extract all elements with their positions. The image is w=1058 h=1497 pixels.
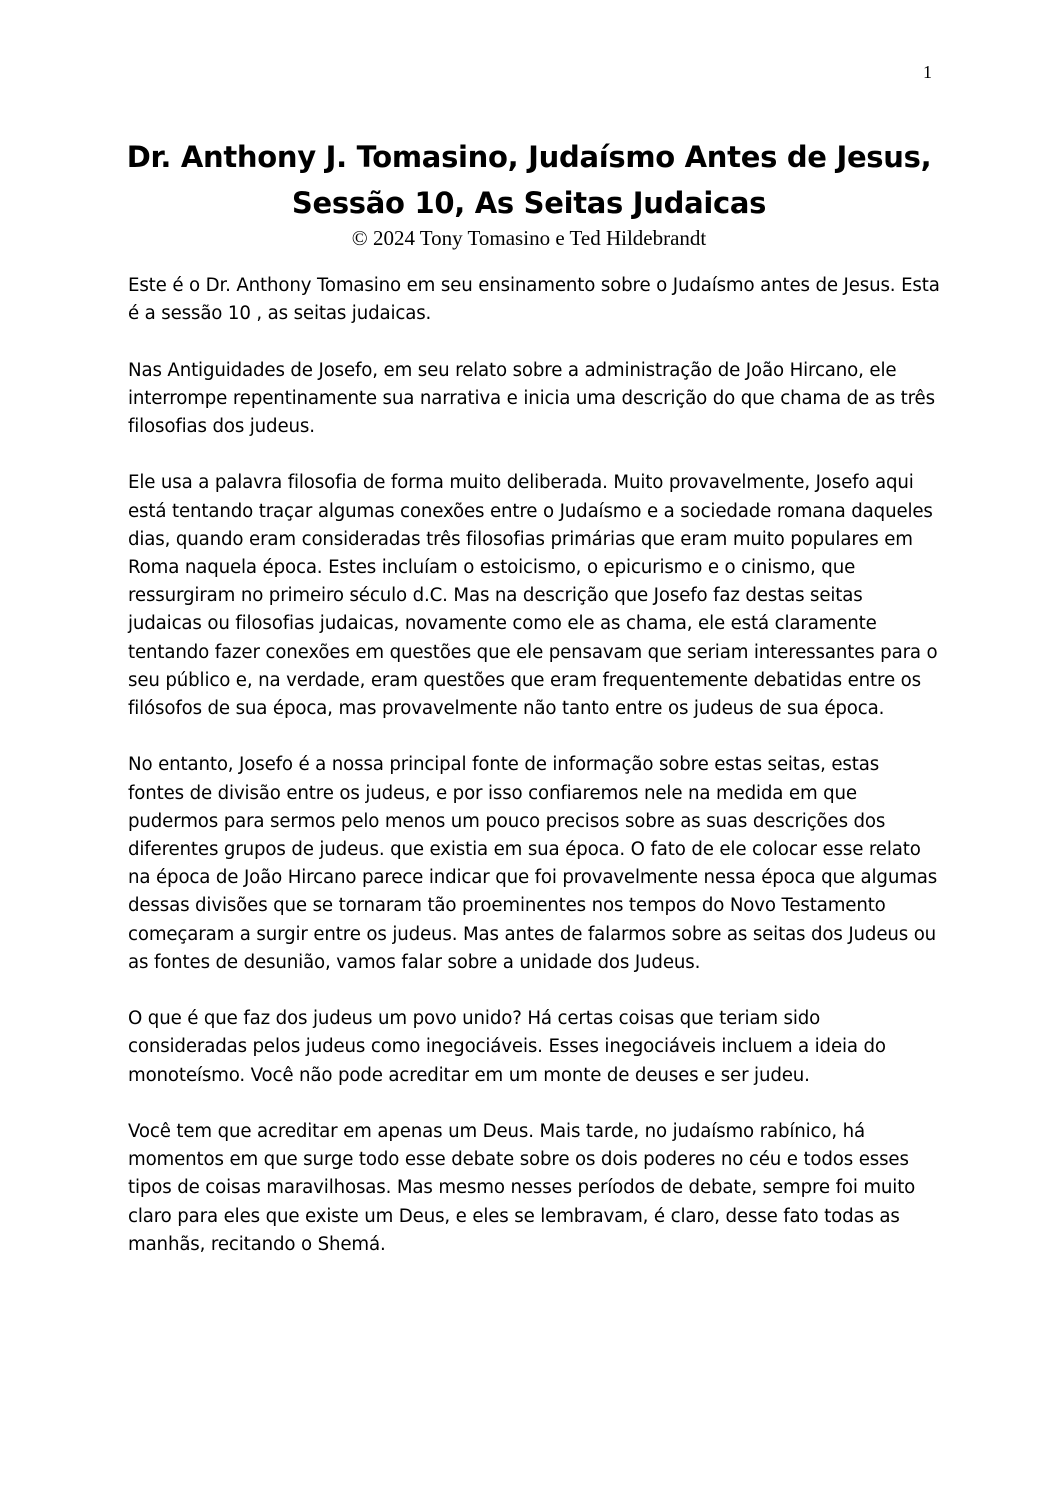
title-line-1: Dr. Anthony J. Tomasino, Judaísmo Antes de Jesus, bbox=[126, 140, 932, 174]
paragraph: Este é o Dr. Anthony Tomasino em seu ensinamento sobre o Judaísmo antes de Jesus. Esta é a sessão 10 , as seitas judaicas. bbox=[128, 275, 940, 325]
paragraph: No entanto, Josefo é a nossa principal fonte de informação sobre estas seitas, estas fontes de divisão entre os judeus, e por isso confiaremos nele na medida em que pudermos para sermos pelo menos um pouco precisos sobre as suas descrições dos diferentes grupos de judeus. que existia em sua época. O fato de ele colocar esse relato na época de João Hircano parece indicar que foi provavelmente nessa época que algumas dessas divisões que se tornaram tão proeminentes nos tempos do Novo Testamento começaram a surgir entre os judeus. Mas antes de falarmos sobre as seitas dos Judeus ou as fontes de desunião, vamos falar sobre a unidade dos Judeus. bbox=[128, 754, 938, 973]
title-line-2: Sessão 10, As Seitas Judaicas bbox=[291, 186, 767, 220]
copyright-line: © 2024 Tony Tomasino e Ted Hildebrandt bbox=[351, 226, 707, 250]
page-number: 1 bbox=[923, 62, 932, 82]
paragraph: Ele usa a palavra filosofia de forma muito deliberada. Muito provavelmente, Josefo aqui está tentando traçar algumas conexões entre o Judaísmo e a sociedade romana daqueles dias, quando eram consideradas três filosofias primárias que eram muito populares em Roma naquela época. Estes incluíam o estoicismo, o epicurismo e o cinismo, que ressurgiram no primeiro século d.C. Mas na descrição que Josefo faz destas seitas judaicas ou filosofias judaicas, novamente como ele as chama, ele está claramente tentando fazer conexões em questões que ele pensavam que seriam interessantes para o seu público e, na verdade, eram questões que eram frequentemente debatidas entre os filósofos de sua época, mas provavelmente não tanto entre os judeus de sua época. bbox=[128, 472, 938, 720]
paragraph: Nas Antiguidades de Josefo, em seu relato sobre a administração de João Hircano, ele interrompe repentinamente sua narrativa e inicia uma descrição do que chama de as três filosofias dos judeus. bbox=[128, 359, 935, 437]
document-title bbox=[80, 134, 978, 226]
document-body bbox=[128, 272, 940, 1287]
paragraph: Você tem que acreditar em apenas um Deus. Mais tarde, no judaísmo rabínico, há momentos em que surge todo esse debate sobre os dois poderes no céu e todos esses tipos de coisas maravilhosas. Mas mesmo nesses períodos de debate, sempre foi muito claro para eles que existe um Deus, e eles se lembravam, é claro, desse fato todas as manhãs, recitando o Shemá. bbox=[128, 1121, 916, 1255]
paragraph: O que é que faz dos judeus um povo unido? Há certas coisas que teriam sido consideradas pelos judeus como inegociáveis. Esses inegociáveis incluem a ideia do monoteísmo. Você não pode acreditar em um monte de deuses e ser judeu. bbox=[128, 1008, 886, 1086]
